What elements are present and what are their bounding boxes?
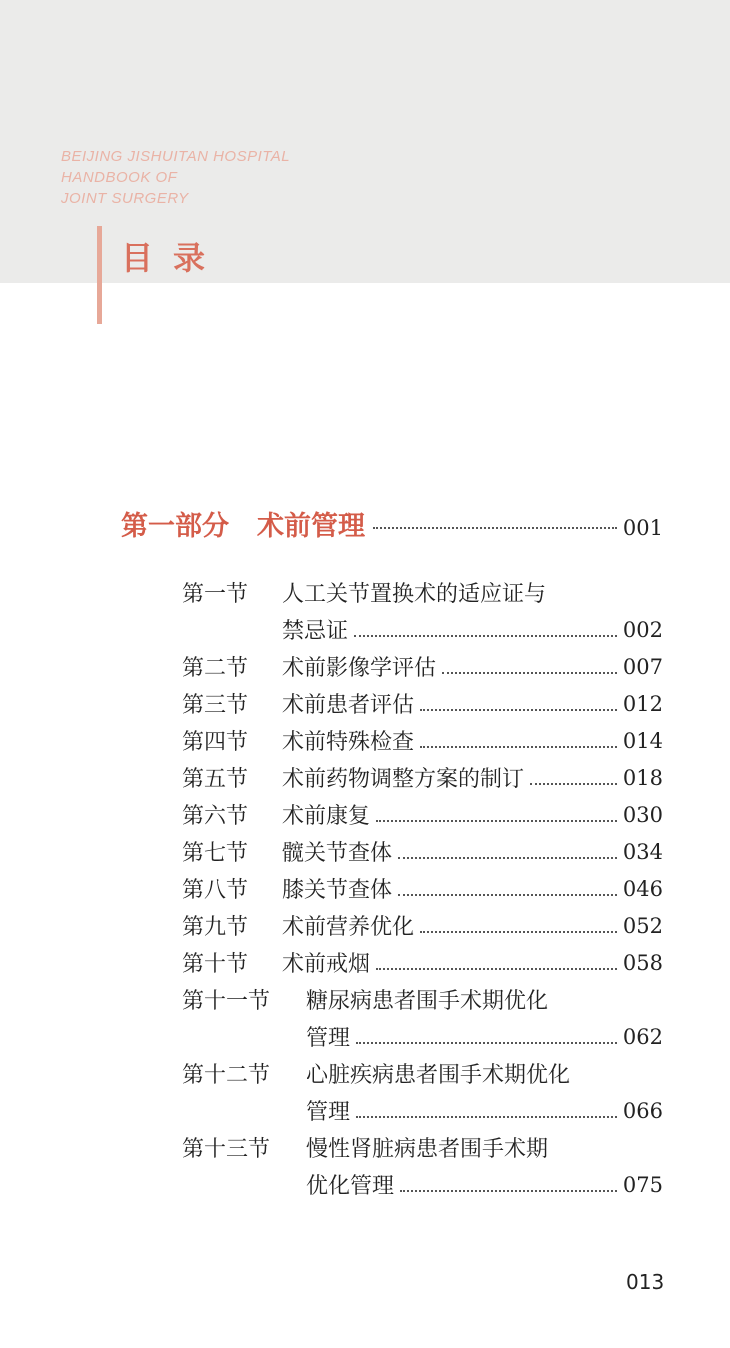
section-page: 062	[622, 1024, 663, 1049]
page-number: 013	[626, 1270, 665, 1294]
section-title: 术前药物调整方案的制订	[282, 767, 525, 792]
section-label: 第五节	[182, 767, 249, 792]
section-page: 018	[622, 765, 663, 790]
accent-bar	[97, 226, 102, 324]
header-band	[0, 0, 730, 283]
section-label: 第八节	[182, 878, 249, 903]
section-title: 术前康复	[282, 804, 371, 829]
dot-leader	[354, 635, 617, 637]
section-label: 第十二节	[182, 1063, 271, 1088]
english-title-line: JOINT SURGERY	[61, 190, 189, 207]
toc-row	[182, 611, 663, 648]
section-title: 管理	[306, 1100, 351, 1125]
dot-leader	[420, 709, 617, 711]
dot-leader	[420, 746, 617, 748]
section-title: 优化管理	[306, 1174, 395, 1199]
dot-leader	[420, 931, 617, 933]
part-row	[121, 504, 663, 544]
toc-row	[182, 722, 663, 759]
section-title: 髋关节查体	[282, 841, 393, 866]
section-label: 第六节	[182, 804, 249, 829]
dot-leader	[442, 672, 617, 674]
toc-row	[182, 981, 663, 1018]
toc-row	[182, 944, 663, 981]
toc-row	[182, 648, 663, 685]
english-title-line: HANDBOOK OF	[61, 169, 178, 186]
dot-leader	[530, 783, 617, 785]
section-title: 术前患者评估	[282, 693, 415, 718]
toc-row	[182, 685, 663, 722]
section-title: 糖尿病患者围手术期优化	[306, 989, 549, 1014]
section-label: 第九节	[182, 915, 249, 940]
toc-row	[182, 1129, 663, 1166]
section-title: 术前特殊检查	[282, 730, 415, 755]
section-label: 第十一节	[182, 989, 271, 1014]
dot-leader	[398, 857, 617, 859]
dot-leader	[400, 1190, 617, 1192]
section-page: 007	[622, 654, 663, 679]
toc-row	[182, 574, 663, 611]
part-number: 第一部分	[121, 511, 229, 542]
section-page: 014	[622, 728, 663, 753]
toc-row	[182, 1055, 663, 1092]
toc-row	[182, 1092, 663, 1129]
section-page: 012	[622, 691, 663, 716]
dot-leader	[356, 1116, 617, 1118]
english-title-line: BEIJING JISHUITAN HOSPITAL	[61, 148, 291, 165]
section-title: 膝关节查体	[282, 878, 393, 903]
dot-leader	[356, 1042, 617, 1044]
section-page: 002	[622, 617, 663, 642]
section-title: 术前营养优化	[282, 915, 415, 940]
dot-leader	[373, 527, 617, 529]
part-title	[121, 504, 365, 543]
section-title: 术前戒烟	[282, 952, 371, 977]
dot-leader	[376, 968, 617, 970]
toc-row	[182, 759, 663, 796]
section-label: 第三节	[182, 693, 249, 718]
toc-row	[182, 833, 663, 870]
section-label: 第一节	[182, 582, 249, 607]
section-title: 禁忌证	[282, 619, 349, 644]
section-title: 慢性肾脏病患者围手术期	[306, 1137, 549, 1162]
section-page: 075	[622, 1172, 663, 1197]
section-label: 第十节	[182, 952, 249, 977]
toc-row	[182, 1166, 663, 1203]
section-page: 058	[622, 950, 663, 975]
part-page: 001	[622, 516, 663, 540]
section-label: 第二节	[182, 656, 249, 681]
toc-row	[182, 907, 663, 944]
section-title: 管理	[306, 1026, 351, 1051]
section-label: 第十三节	[182, 1137, 271, 1162]
section-label: 第四节	[182, 730, 249, 755]
part-name: 术前管理	[257, 511, 365, 542]
section-title: 心脏疾病患者围手术期优化	[306, 1063, 571, 1088]
toc-row	[182, 1018, 663, 1055]
section-page: 066	[622, 1098, 663, 1123]
section-title: 人工关节置换术的适应证与	[282, 582, 547, 607]
toc-row	[182, 796, 663, 833]
section-page: 030	[622, 802, 663, 827]
toc-heading: 目录	[121, 239, 226, 277]
dot-leader	[398, 894, 617, 896]
section-page: 052	[622, 913, 663, 938]
toc-entries	[182, 574, 663, 1203]
dot-leader	[376, 820, 617, 822]
english-title	[61, 146, 290, 209]
section-page: 034	[622, 839, 663, 864]
section-page: 046	[622, 876, 663, 901]
section-title: 术前影像学评估	[282, 656, 437, 681]
section-label: 第七节	[182, 841, 249, 866]
toc-row	[182, 870, 663, 907]
